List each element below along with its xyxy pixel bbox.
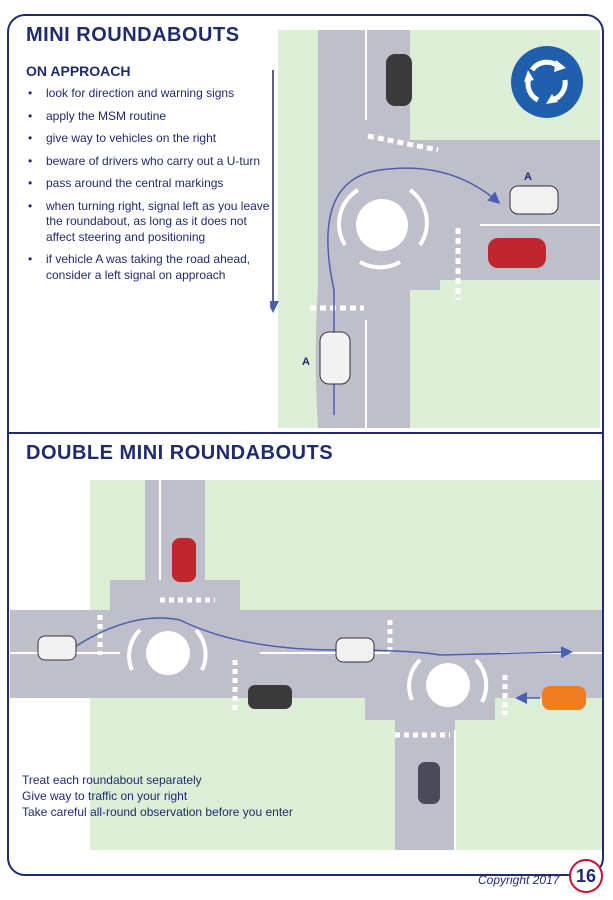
vehicle-a-label: A xyxy=(302,356,310,368)
double-roundabout-notes xyxy=(22,772,293,820)
list-item: • pass around the central markings xyxy=(28,176,224,190)
list-item: • look for direction and warning signs xyxy=(28,86,235,100)
note-line: Give way to traffic on your right xyxy=(22,789,188,803)
mini-roundabout-sign-icon xyxy=(511,46,583,118)
car xyxy=(248,685,292,709)
section-divider xyxy=(7,432,604,434)
page-number-badge: 16 xyxy=(569,859,603,893)
car xyxy=(320,332,350,384)
central-marking xyxy=(356,199,408,251)
central-marking xyxy=(426,663,470,707)
list-item: • give way to vehicles on the right xyxy=(28,131,217,145)
section1-subtitle: ON APPROACH xyxy=(26,63,131,79)
central-marking xyxy=(146,631,190,675)
list-item: • apply the MSM routine xyxy=(28,108,167,123)
car xyxy=(386,54,412,106)
vehicle-a-label: A xyxy=(524,171,532,183)
note-line: Take careful all-round observation before you enter xyxy=(22,805,293,819)
list-item: • when turning right, signal left as you leave the roundabout, as long as it does not affect steering and positioning xyxy=(28,198,270,244)
car xyxy=(488,238,546,268)
section1-title: MINI ROUNDABOUTS xyxy=(26,24,240,46)
car xyxy=(172,538,196,582)
car xyxy=(510,186,558,214)
car xyxy=(336,638,374,662)
section2-title: DOUBLE MINI ROUNDABOUTS xyxy=(26,442,334,464)
note-line: Treat each roundabout separately xyxy=(22,773,202,787)
car xyxy=(38,636,76,660)
list-item: • beware of drivers who carry out a U-turn xyxy=(28,153,261,168)
car xyxy=(418,762,440,804)
list-item: • if vehicle A was taking the road ahead, consider a left signal on approach xyxy=(28,252,251,282)
approach-bullet-list xyxy=(26,86,271,290)
car xyxy=(542,686,586,710)
copyright-text: Copyright 2017 xyxy=(478,873,560,887)
mini-roundabout-diagram xyxy=(270,30,600,428)
